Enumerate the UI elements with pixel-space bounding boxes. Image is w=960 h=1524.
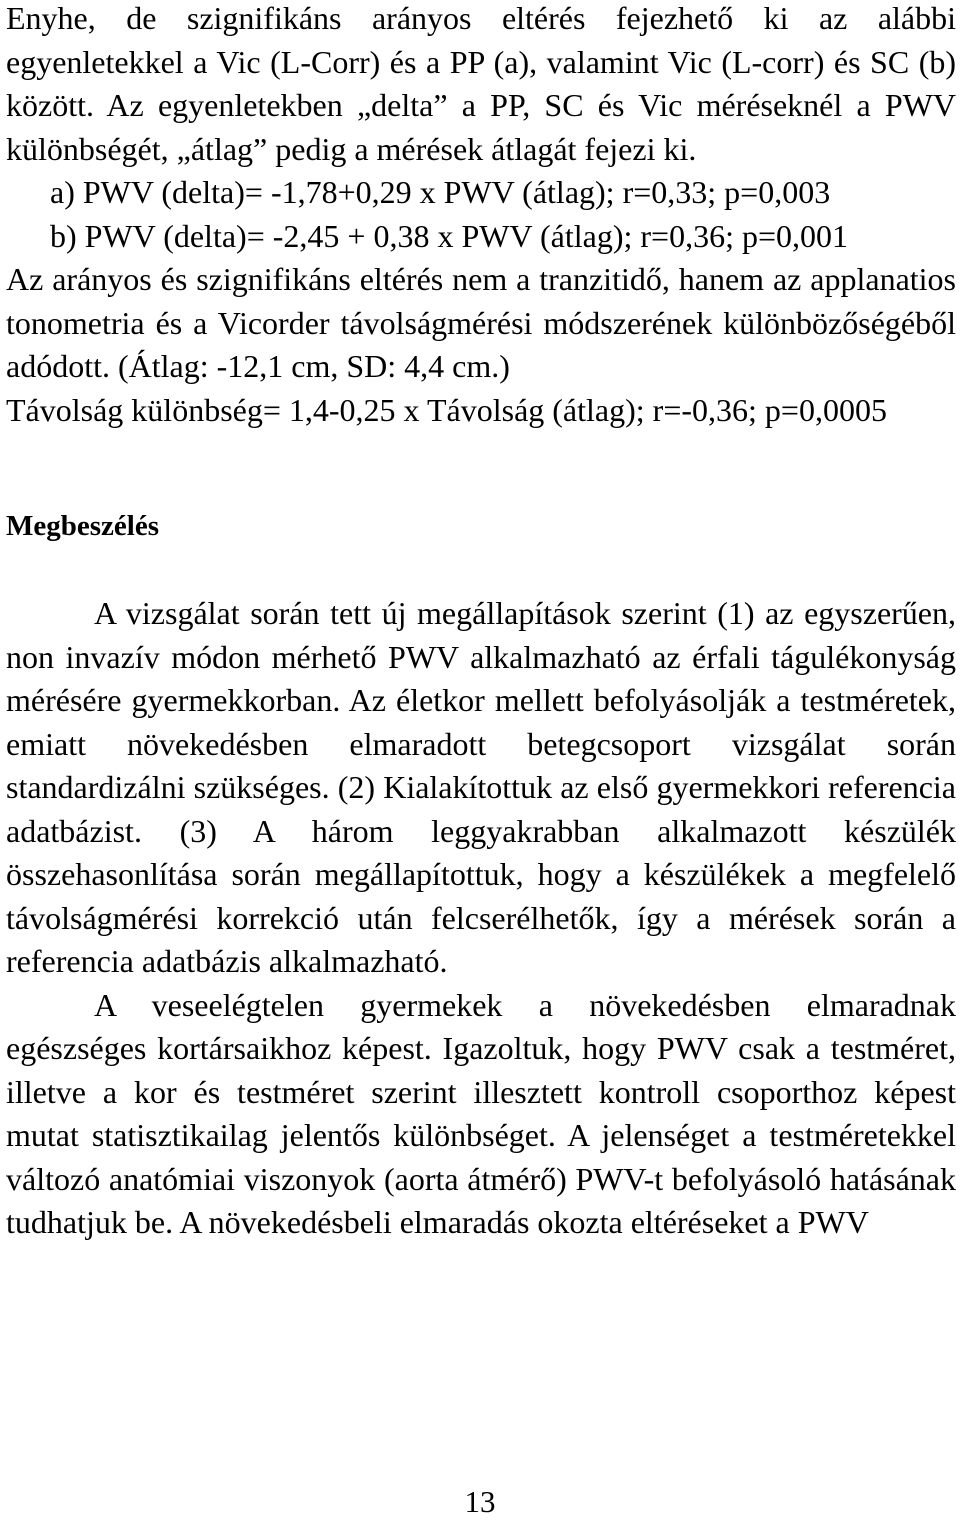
section-heading: Megbeszélés (6, 510, 159, 542)
formula-b: b) PWV (delta)= -2,45 + 0,38 x PWV (átlag); r=0,36; p=0,001 (50, 217, 848, 254)
distance-note-paragraph: Az arányos és szignifikáns eltérés nem a tranzitidő, hanem az applanatios tonometria és a Vicorder távolságmérési módszerének különbözőségéből adódott. (Átlag: -12,1 cm, SD: 4,4 cm.) (6, 261, 956, 384)
discussion-paragraph-1: A vizsgálat során tett új megállapítások szerint (1) az egyszerűen, non invazív módon mérhető PWV alkalmazható az érfali tágulékonyság mérésére gyermekkorban. Az életkor mellett befolyásolják a testméretek, emiatt növekedésben elmaradott betegcsoport vizsgálat során standardizálni szükséges. (2) Kialakítottuk az első gyermekkori referencia adatbázist. (3) A három leggyakrabban alkalmazott készülék összehasonlítása során megállapítottuk, hogy a készülékek a megfelelő távolságmérési korrekció után felcserélhetők, így a mérések során a referencia adatbázis alkalmazható. (6, 595, 956, 979)
intro-paragraph: Enyhe, de szignifikáns arányos eltérés fejezhető ki az alábbi egyenletekkel a Vic (L-Corr) és a PP (a), valamint Vic (L-corr) és SC (b) között. Az egyenletekben „delta” a PP, SC és Vic méréseknél a PWV különbségét, „átlag” pedig a mérések átlagát fejezi ki. (6, 0, 956, 167)
section-spacer (6, 432, 956, 504)
formula-a: a) PWV (delta)= -1,78+0,29 x PWV (átlag); r=0,33; p=0,003 (50, 174, 831, 210)
heading-spacer (6, 546, 956, 592)
page-number: 13 (464, 1484, 496, 1519)
document-page (6, 0, 956, 1245)
discussion-paragraph-2: A veseelégtelen gyermekek a növekedésben elmaradnak egészséges kortársaikhoz képest. Igazoltuk, hogy PWV csak a testméret, illetve a kor és testméret szerint illesztett kontroll csoporthoz képest mutat statisztikailag jelentős különbséget. A jelenséget a testméretekkel változó anatómiai viszonyok (aorta átmérő) PWV-t befolyásoló hatásának tudhatjuk be. A növekedésbeli elmaradás okozta eltéréseket a PWV (6, 986, 956, 1240)
distance-formula: Távolság különbség= 1,4-0,25 x Távolság (átlag); r=-0,36; p=0,0005 (6, 391, 887, 428)
